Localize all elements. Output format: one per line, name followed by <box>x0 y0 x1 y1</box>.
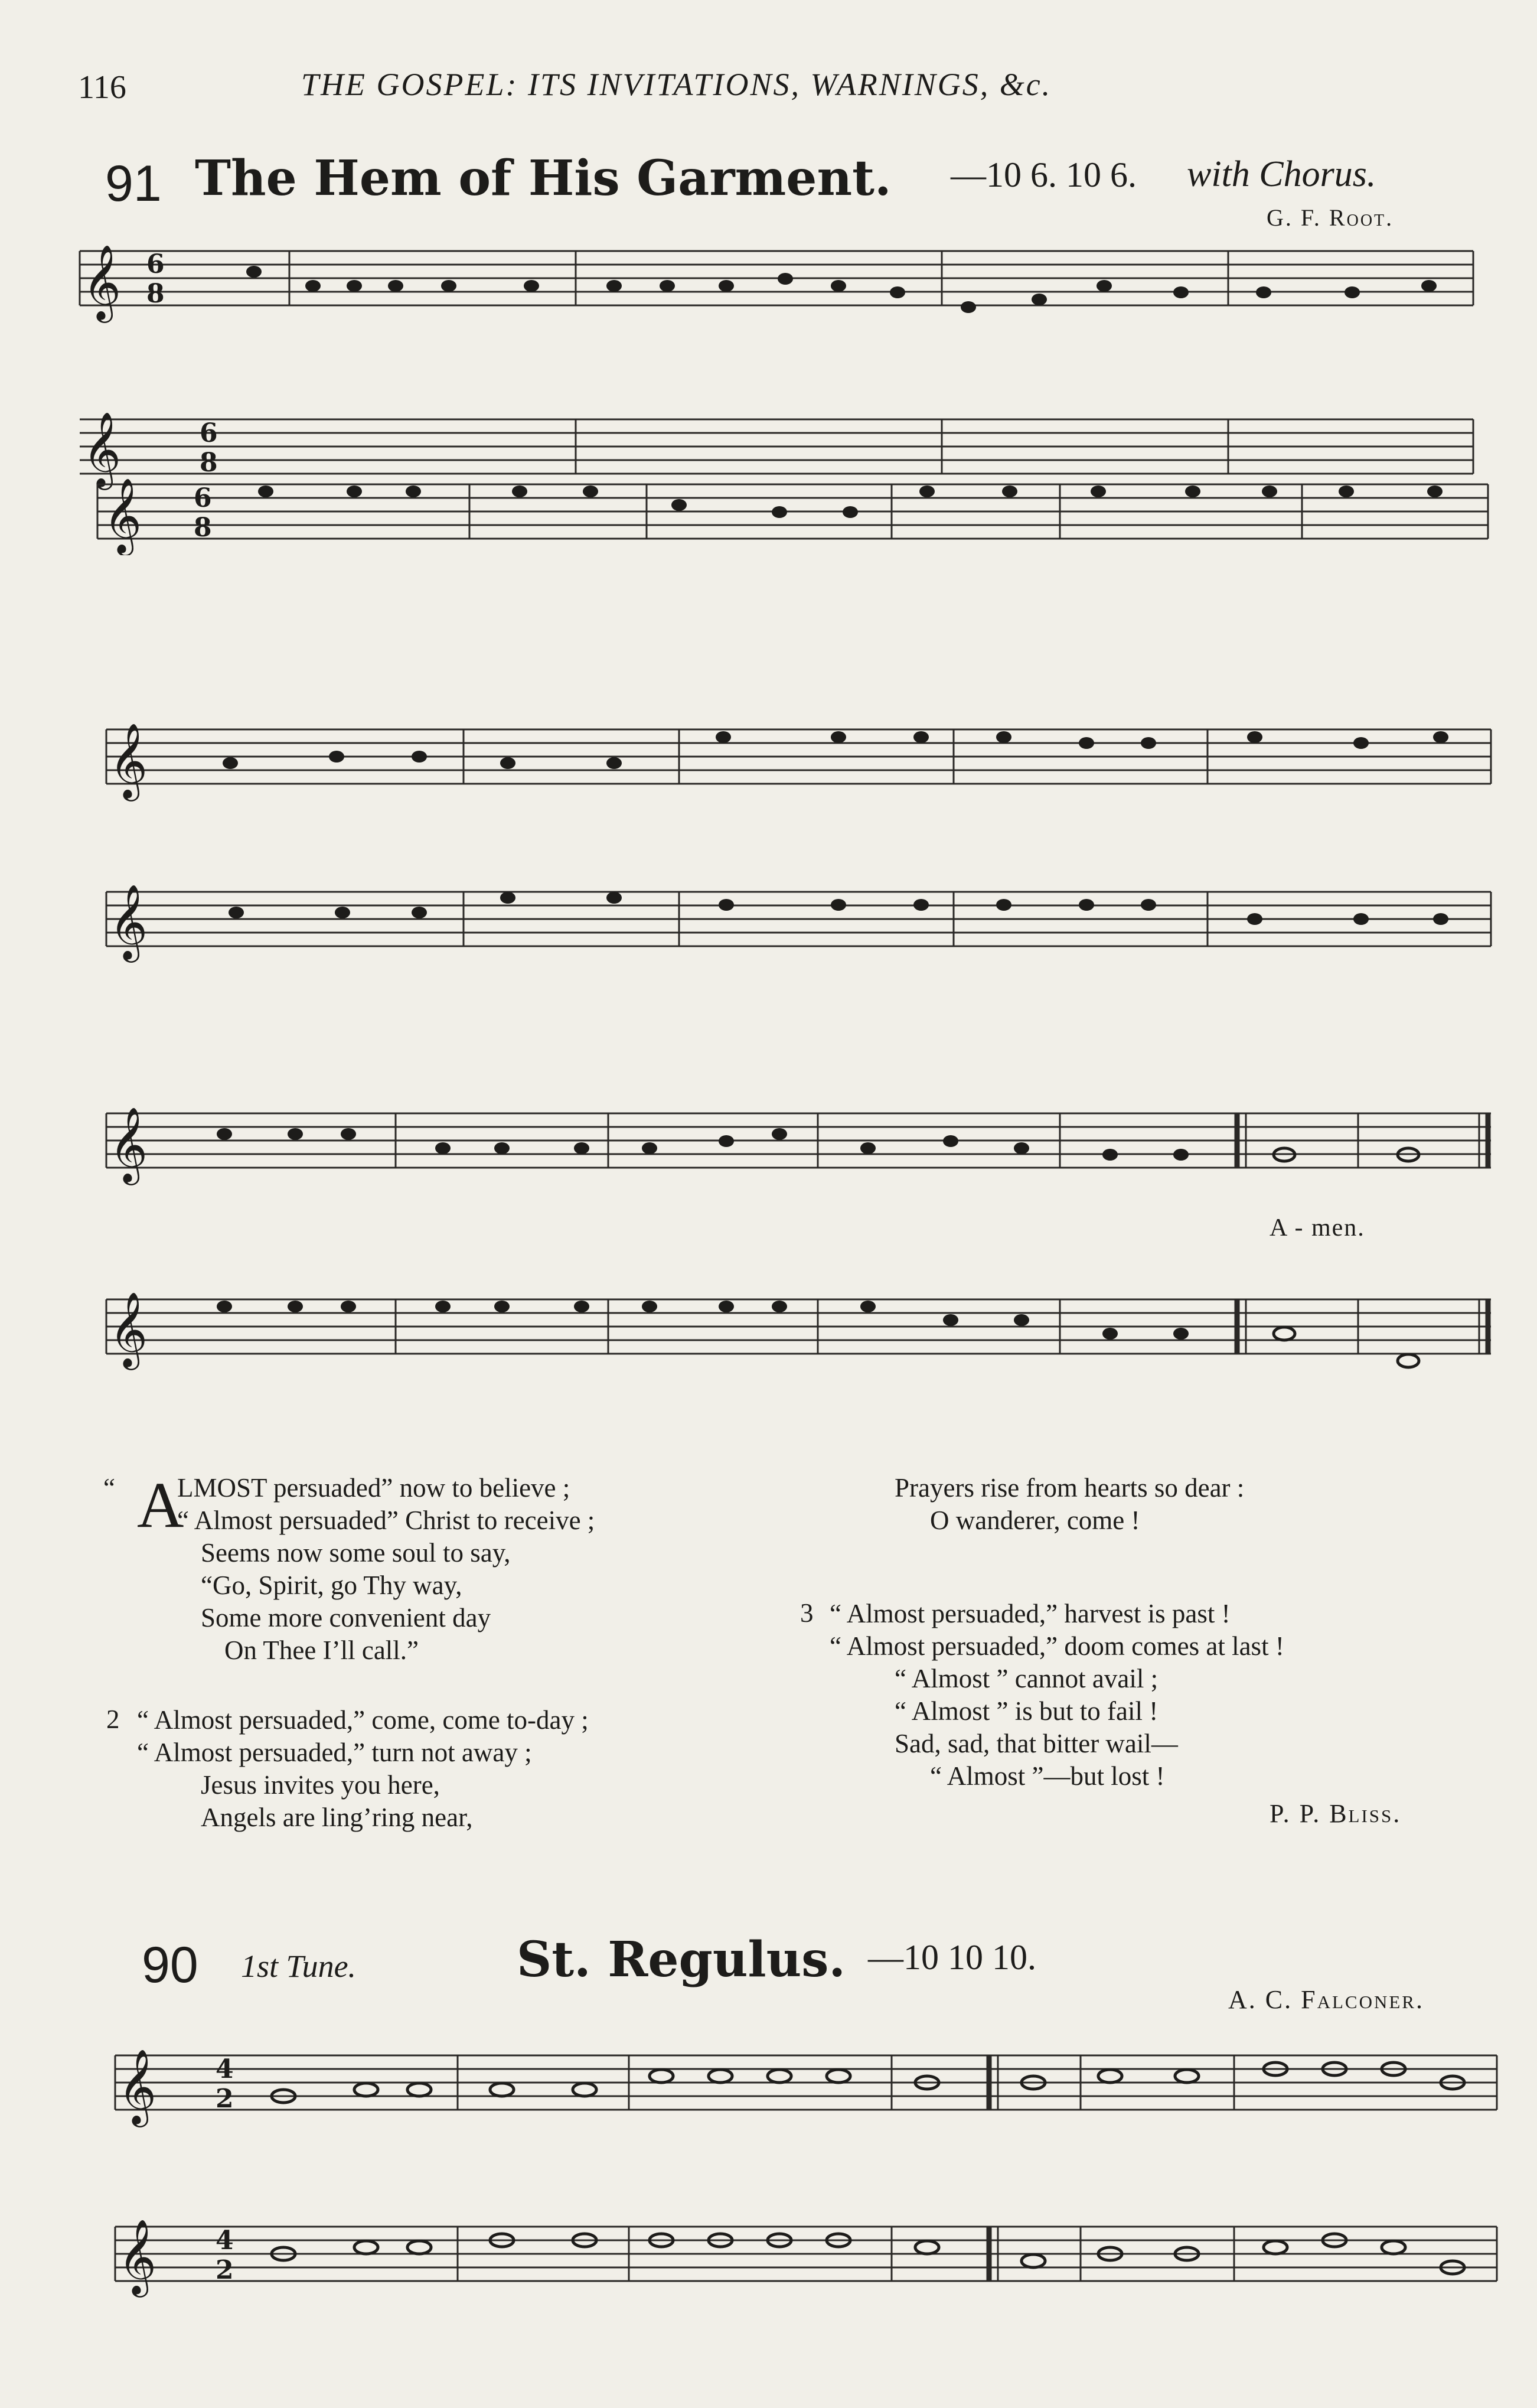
time-signature-icon: 6 <box>200 418 218 448</box>
verse-2-number: 2 <box>106 1705 120 1734</box>
hymn-91-meter-note: with Chorus. <box>1187 154 1376 194</box>
amen-lyric: A - men. <box>1270 1214 1365 1242</box>
verse-1-line-5: Some more convenient day <box>201 1603 491 1633</box>
music-system-4 <box>0 2032 1537 2327</box>
verse-2-line-2: “ Almost persuaded,” turn not away ; <box>137 1738 532 1767</box>
hymn-90-title: St. Regulus. <box>517 1931 846 1988</box>
verse-3-line-2: “ Almost persuaded,” doom comes at last ! <box>830 1631 1284 1661</box>
hymn-90-tune-label: 1st Tune. <box>241 1948 357 1984</box>
verse-2-line-1: “ Almost persuaded,” come, come to-day ; <box>137 1705 589 1735</box>
bass-staff-4b <box>115 2227 1497 2281</box>
music-system-1 <box>0 224 1537 555</box>
verse-3-line-1: “ Almost persuaded,” harvest is past ! <box>830 1599 1231 1628</box>
hymn-91-author: P. P. Bliss. <box>1270 1799 1402 1828</box>
time-signature-icon: 8 <box>146 279 165 309</box>
time-signature-icon: 2 <box>216 2255 234 2285</box>
time-signature-icon: 8 <box>200 448 218 478</box>
verse-3-line-6: “ Almost ”—but lost ! <box>930 1761 1165 1791</box>
verse-1-dropcap: A <box>137 1469 184 1541</box>
hymn-91-number: 91 <box>105 155 162 212</box>
verse-1-open-quote: “ <box>103 1473 122 1503</box>
notes-staff-2b <box>229 892 1448 925</box>
verse-1-line-6: On Thee I’ll call.” <box>224 1635 419 1665</box>
hymn-91-composer: G. F. Root. <box>1267 204 1394 231</box>
verse-2-line-6: O wanderer, come ! <box>930 1506 1140 1535</box>
verse-1-line-2: “ Almost persuaded” Christ to receive ; <box>177 1506 595 1535</box>
treble-clef-icon: 𝄞 <box>109 1291 148 1367</box>
notes-staff-1c <box>258 485 1443 518</box>
verse-3-line-3: “ Almost ” cannot avail ; <box>895 1664 1159 1693</box>
verse-2-line-5: Prayers rise from hearts so dear : <box>895 1473 1245 1503</box>
time-signature-icon: 6 <box>194 483 212 513</box>
hymn-91-meter: —10 6. 10 6. <box>951 155 1137 194</box>
treble-clef-icon: 𝄞 <box>83 244 122 320</box>
notes-staff-2a <box>223 731 1448 769</box>
treble-clef-icon: 𝄞 <box>118 2048 157 2124</box>
page-number: 116 <box>78 69 126 106</box>
verse-3-line-5: Sad, sad, that bitter wail— <box>895 1729 1178 1758</box>
verse-1-line-4: “Go, Spirit, go Thy way, <box>201 1570 462 1600</box>
verse-2-line-4: Angels are ling’ring near, <box>201 1803 473 1832</box>
verse-3-line-4: “ Almost ” is but to fail ! <box>895 1696 1159 1726</box>
verse-3-number: 3 <box>800 1598 814 1628</box>
hymn-90-number: 90 <box>142 1937 198 1993</box>
music-system-3 <box>0 1087 1537 1418</box>
time-signature-icon: 6 <box>146 249 165 279</box>
treble-staff-2a <box>106 729 1491 784</box>
verse-2-line-3: Jesus invites you here, <box>201 1770 440 1800</box>
bass-staff-1b <box>80 419 1473 474</box>
treble-clef-icon: 𝄞 <box>83 411 122 487</box>
hymn-90-meter: —10 10 10. <box>868 1938 1036 1977</box>
treble-staff-4a <box>115 2055 1497 2110</box>
time-signature-icon: 4 <box>216 2225 234 2256</box>
running-head: THE GOSPEL: ITS INVITATIONS, WARNINGS, &c. <box>301 67 1052 102</box>
hymn-91-title: The Hem of His Garment. <box>195 150 892 207</box>
music-system-2 <box>0 697 1537 980</box>
treble-clef-icon: 𝄞 <box>103 477 142 553</box>
verse-1-line-3: Seems now some soul to say, <box>201 1538 511 1568</box>
treble-staff-1c <box>97 484 1488 539</box>
treble-clef-icon: 𝄞 <box>118 2218 157 2294</box>
treble-clef-icon: 𝄞 <box>109 722 148 798</box>
time-signature-icon: 2 <box>216 2084 234 2114</box>
time-signature-icon: 8 <box>194 513 212 543</box>
treble-clef-icon: 𝄞 <box>109 884 148 959</box>
hymn-90-composer: A. C. Falconer. <box>1228 1985 1424 2014</box>
treble-clef-icon: 𝄞 <box>109 1106 148 1182</box>
verse-1-line-1: LMOST persuaded” now to believe ; <box>177 1473 570 1503</box>
bass-staff-2b <box>106 892 1491 946</box>
treble-staff-3a <box>106 1113 1491 1168</box>
time-signature-icon: 4 <box>216 2054 234 2084</box>
